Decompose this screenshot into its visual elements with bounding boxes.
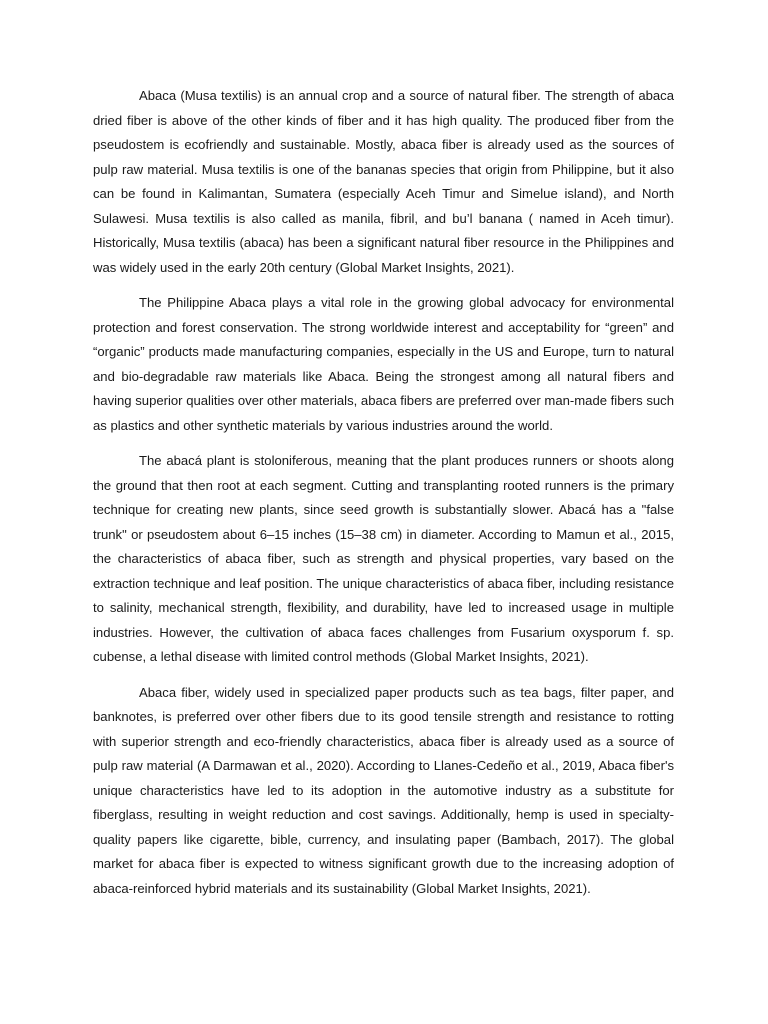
paragraph-philippine-abaca: The Philippine Abaca plays a vital role in the growing global advocacy for environmental protection and forest conservation. The strong worldwide interest and acceptability for “green” and “organic” products made manufacturing companies, especially in the US and Europe, turn to natural and bio-degradable raw materials like Abaca. Being the strongest among all natural fibers and having superior qualities over other materials, abaca fibers are preferred over man-made fibers such as plastics and other synthetic materials by various industries around the world. [93, 295, 674, 433]
document-page [93, 84, 674, 912]
paragraph-abaca-intro: Abaca (Musa textilis) is an annual crop and a source of natural fiber. The strength of abaca dried fiber is above of the other kinds of fiber and it has high quality. The produced fiber from the pseudostem is ecofriendly and sustainable. Mostly, abaca fiber is already used as the sources of pulp raw material. Musa textilis is one of the bananas species that origin from Philippine, but it also can be found in Kalimantan, Sumatera (especially Aceh Timur and Simelue island), and North Sulawesi. Musa textilis is also called as manila, fibril, and bu’l banana ( named in Aceh timur). Historically, Musa textilis (abaca) has been a significant natural fiber resource in the Philippines and was widely used in the early 20th century (Global Market Insights, 2021). [93, 88, 674, 275]
paragraph-abaca-fiber-uses: Abaca fiber, widely used in specialized paper products such as tea bags, filter paper, and banknotes, is preferred over other fibers due to its good tensile strength and resistance to rotting with superior strength and eco-friendly characteristics, abaca fiber is already used as a source of pulp raw material (A Darmawan et al., 2020). According to Llanes-Cedeño et al., 2019, Abaca fiber's unique characteristics have led to its adoption in the automotive industry as a substitute for fiberglass, resulting in weight reduction and cost savings. Additionally, hemp is used in specialty-quality papers like cigarette, bible, currency, and insulating paper (Bambach, 2017). The global market for abaca fiber is expected to witness significant growth due to the increasing adoption of abaca-reinforced hybrid materials and its sustainability (Global Market Insights, 2021). [93, 684, 674, 896]
paragraph-abaca-plant: The abacá plant is stoloniferous, meaning that the plant produces runners or shoots along the ground that then root at each segment. Cutting and transplanting rooted runners is the primary technique for creating new plants, since seed growth is substantially slower. Abacá has a "false trunk" or pseudostem about 6–15 inches (15–38 cm) in diameter. According to Mamun et al., 2015, the characteristics of abaca fiber, such as strength and physical properties, vary based on the extraction technique and leaf position. The unique characteristics of abaca fiber, including resistance to salinity, mechanical strength, flexibility, and durability, have led to increased usage in multiple industries. However, the cultivation of abaca faces challenges from Fusarium oxysporum f. sp. cubense, a lethal disease with limited control methods (Global Market Insights, 2021). [93, 453, 674, 664]
